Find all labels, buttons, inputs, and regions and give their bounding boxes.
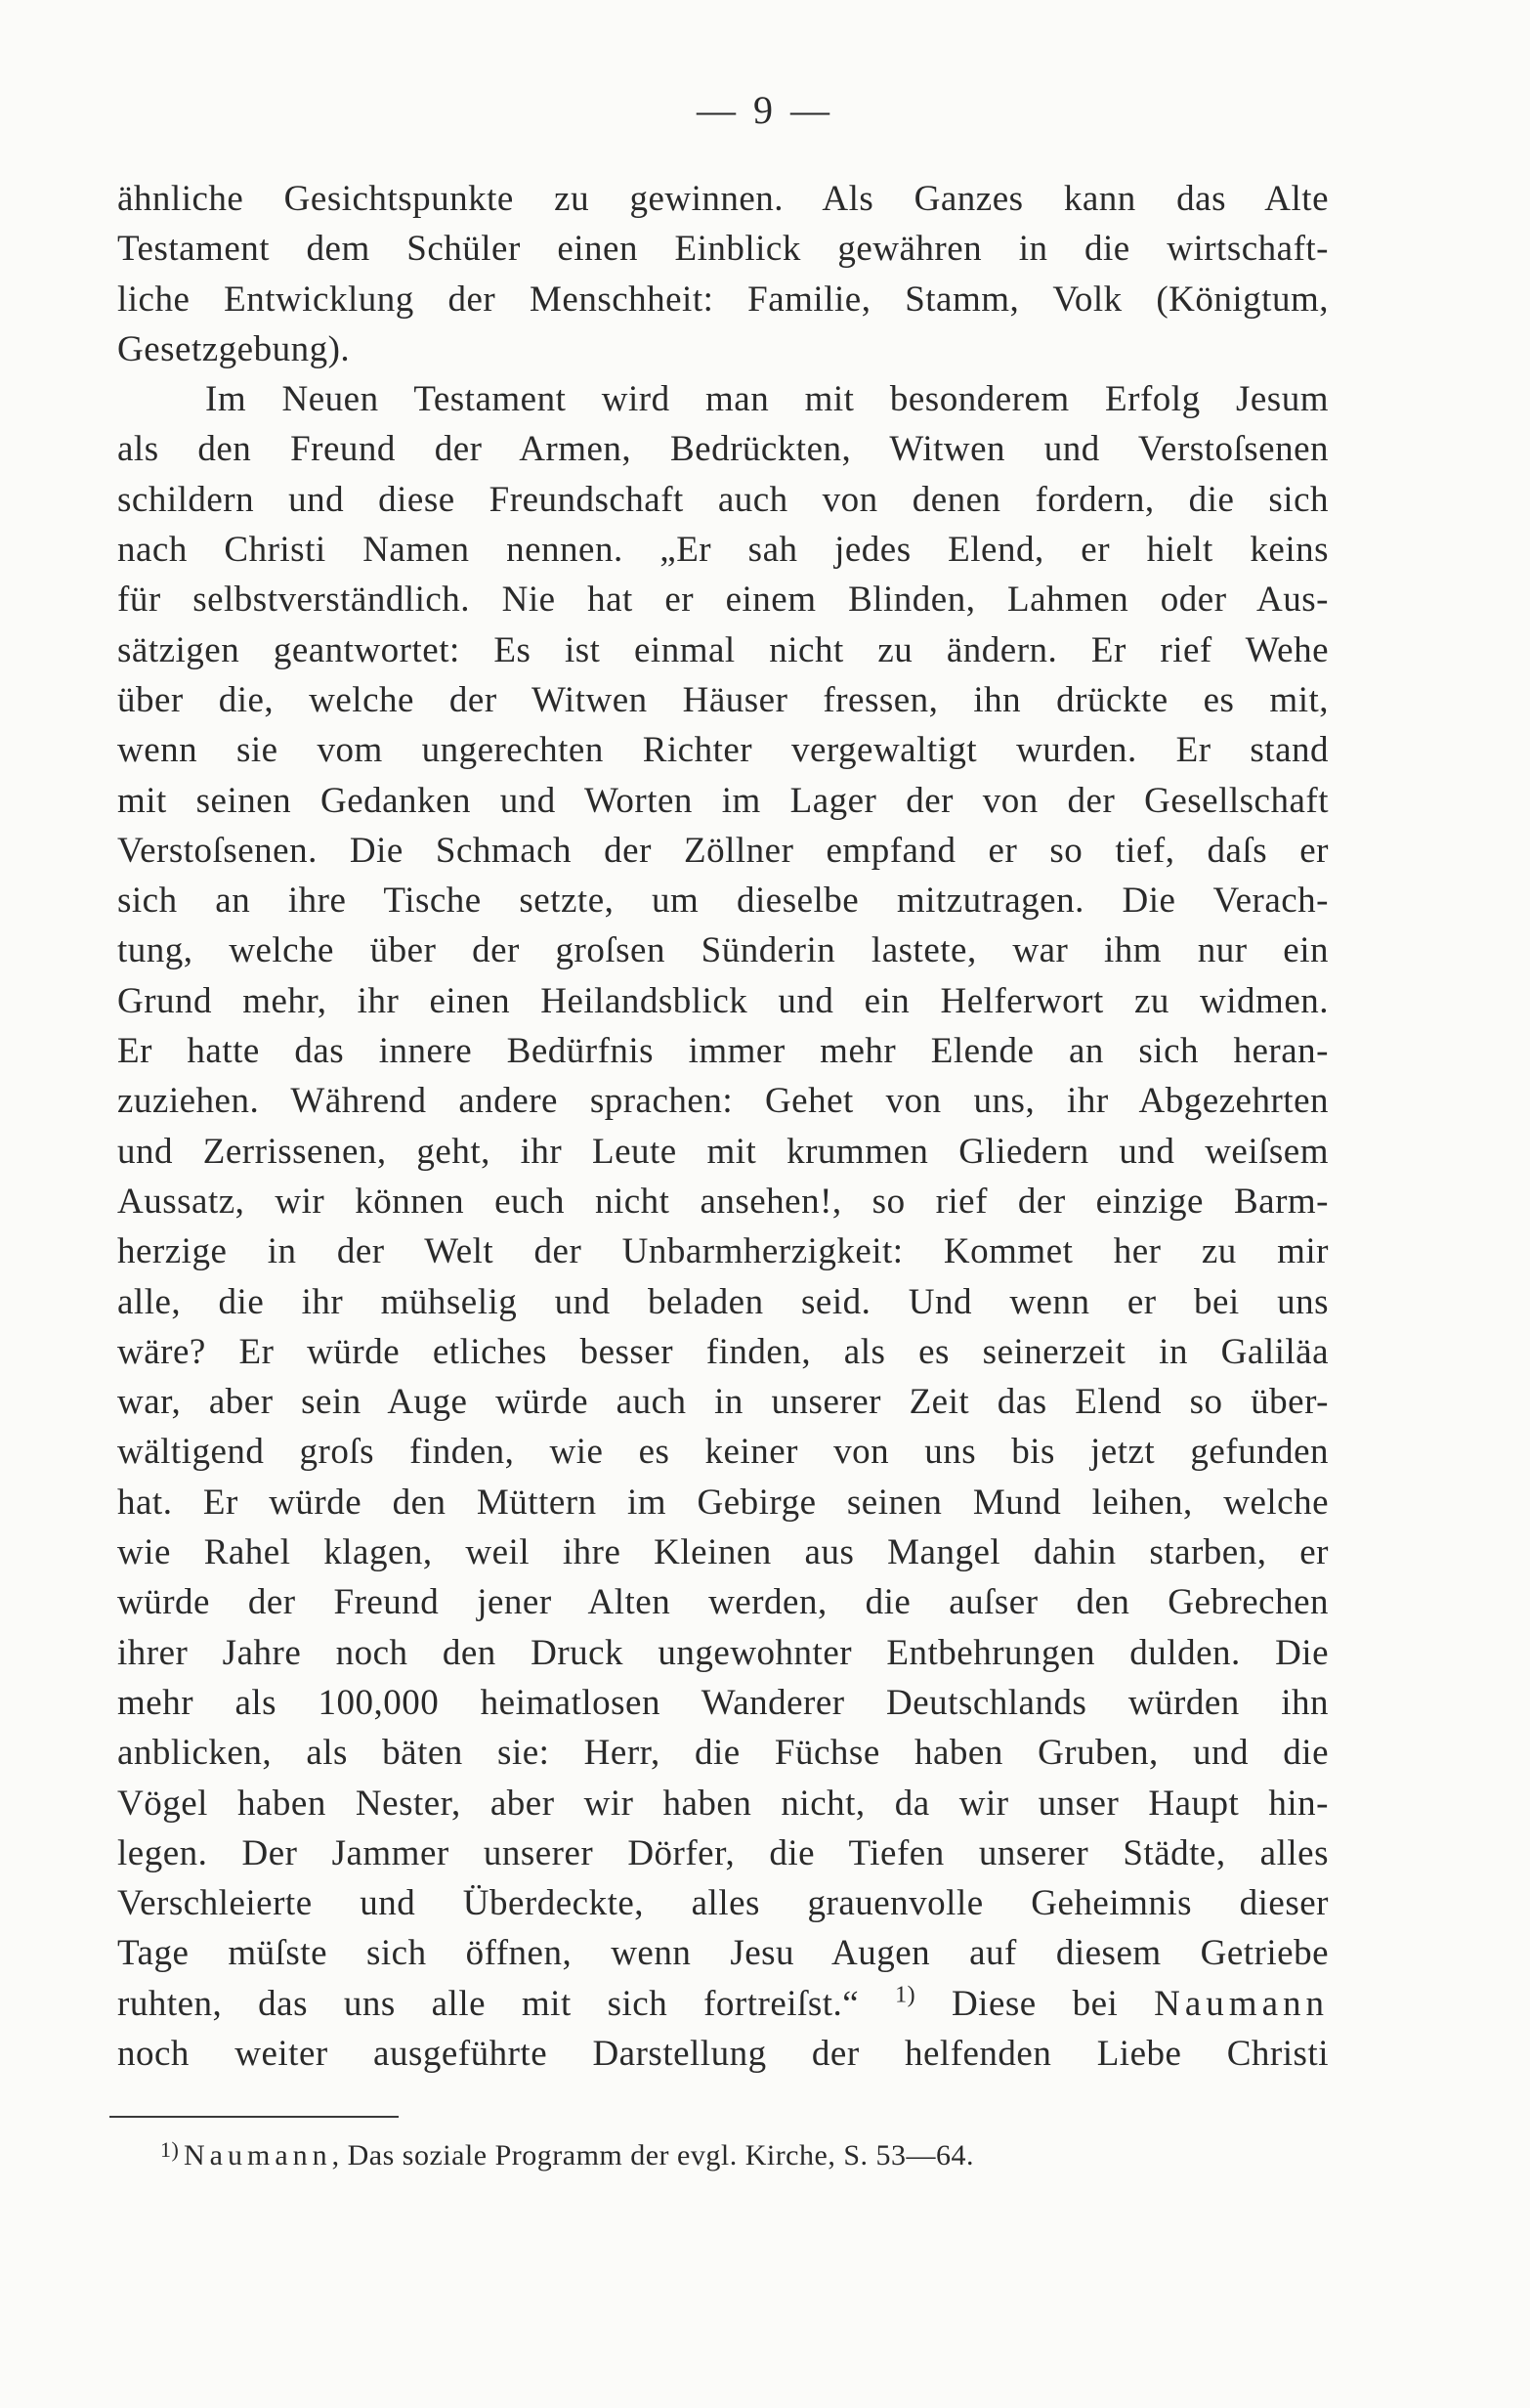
text-line: Testament dem Schüler einen Einblick gewähren in die wirtschaft- [117,229,1329,270]
text-line: Aussatz, wir können euch nicht ansehen!, so rief der einzige Barm- [117,1181,1329,1222]
text-span: Diese bei [915,1983,1155,2024]
body-text [117,174,1329,2079]
footnote-divider [109,2116,399,2118]
text-line: noch weiter ausgeführte Darstellung der helfenden Liebe Christi [117,2033,1329,2074]
text-line: legen. Der Jammer unserer Dörfer, die Tiefen unserer Städte, alles [117,1832,1329,1873]
text-line: sätzigen geantwortet: Es ist einmal nicht zu ändern. Er rief Wehe [117,629,1329,670]
text-line: wenn sie vom ungerechten Richter vergewaltigt wurden. Er stand [117,730,1329,771]
text-line: Vögel haben Nester, aber wir haben nicht, da wir unser Haupt hin- [117,1783,1329,1824]
text-line: tung, welche über der groſsen Sünderin lastete, war ihm nur ein [117,930,1329,971]
text-line: wie Rahel klagen, weil ihre Kleinen aus Mangel dahin starben, er [117,1532,1329,1573]
text-line: wältigend groſs finden, wie es keiner von uns bis jetzt gefunden [117,1432,1329,1473]
text-line: für selbstverständlich. Nie hat er einem Blinden, Lahmen oder Aus- [117,580,1329,621]
author-name: Naumann [1154,1983,1330,2024]
text-line: Tage müſste sich öffnen, wenn Jesu Augen auf diesem Getriebe [117,1933,1329,1974]
text-line-with-footnote-ref [117,1979,1329,2029]
footnote-reference: 1) [895,1982,916,2008]
text-line: zuziehen. Während andere sprachen: Gehet von uns, ihr Abgezehrten [117,1081,1329,1122]
text-line: und Zerrissenen, geht, ihr Leute mit krummen Gliedern und weiſsem [117,1131,1329,1172]
footnote-marker: 1) [160,2137,180,2162]
text-line: hat. Er würde den Müttern im Gebirge seinen Mund leihen, welche [117,1482,1329,1523]
text-line: ihrer Jahre noch den Druck ungewohnter Entbehrungen dulden. Die [117,1632,1329,1673]
text-line: alle, die ihr mühselig und beladen seid. Und wenn er bei uns [117,1281,1329,1322]
text-line: ähnliche Gesichtspunkte zu gewinnen. Als Ganzes kann das Alte [117,179,1329,219]
text-line: nach Christi Namen nennen. „Er sah jedes Elend, er hielt keins [117,530,1329,571]
page-number: — 9 — [697,88,833,132]
text-line: Er hatte das innere Bedürfnis immer mehr Elende an sich heran- [117,1031,1329,1072]
text-line: Im Neuen Testament wird man mit besonderem Erfolg Jesum [205,379,1329,420]
text-line: war, aber sein Auge würde auch in unserer Zeit das Elend so über- [117,1382,1329,1423]
footnote [160,2136,1297,2175]
text-line: Gesetzgebung). [117,328,351,369]
text-line: über die, welche der Witwen Häuser fressen, ihn drückte es mit, [117,679,1329,720]
footnote-text: , Das soziale Programm der evgl. Kirche, S. 53—64. [331,2139,974,2172]
text-line: mit seinen Gedanken und Worten im Lager der von der Gesellschaft [117,780,1329,821]
text-line: wäre? Er würde etliches besser finden, als es seinerzeit in Galiläa [117,1331,1329,1372]
text-line: schildern und diese Freundschaft auch von denen fordern, die sich [117,479,1329,520]
text-line: als den Freund der Armen, Bedrückten, Witwen und Verstoſsenen [117,429,1329,470]
text-line: anblicken, als bäten sie: Herr, die Füchse haben Gruben, und die [117,1733,1329,1774]
text-line: sich an ihre Tische setzte, um dieselbe mitzutragen. Die Verach- [117,881,1329,922]
text-line: Verschleierte und Überdeckte, alles grauenvolle Geheimnis dieser [117,1883,1329,1924]
text-line: würde der Freund jener Alten werden, die auſser den Gebrechen [117,1582,1329,1623]
text-line: herzige in der Welt der Unbarmherzigkeit: Kommet her zu mir [117,1231,1329,1272]
text-line: Grund mehr, ihr einen Heilandsblick und ein Helferwort zu widmen. [117,980,1329,1021]
text-span: ruhten, das uns alle mit sich fortreiſst.“ [117,1983,860,2024]
text-line: mehr als 100,000 heimatlosen Wanderer Deutschlands würden ihn [117,1682,1329,1723]
text-line: Verstoſsenen. Die Schmach der Zöllner empfand er so tief, daſs er [117,830,1329,871]
footnote-author: Naumann [184,2139,332,2172]
text-line: liche Entwicklung der Menschheit: Familie, Stamm, Volk (Königtum, [117,279,1329,320]
